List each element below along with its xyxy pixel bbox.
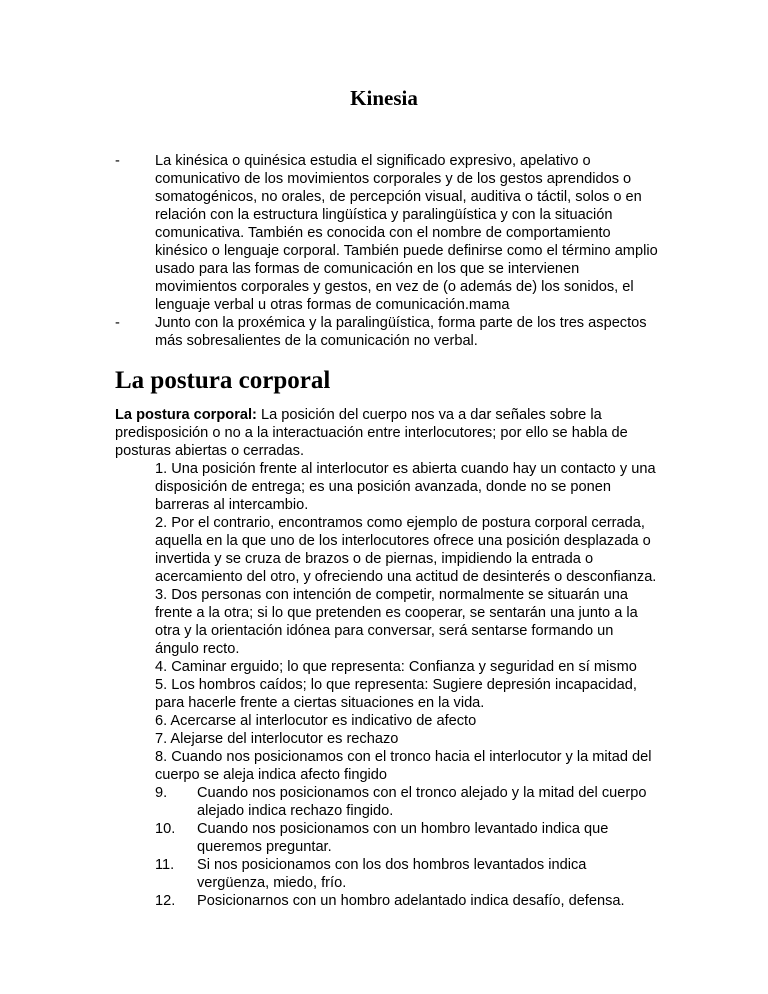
item-number: 9. xyxy=(155,785,168,801)
item-text: Cuando nos posicionamos con el tronco alejado y la mitad del cuerpo alejado indica rechazo fingido. xyxy=(197,785,647,819)
posture-numbered-item xyxy=(155,820,660,856)
intro-item xyxy=(115,314,660,350)
document-title: Kinesia xyxy=(350,86,418,110)
item-text: Cuando nos posicionamos con un hombro levantado indica que queremos preguntar. xyxy=(197,821,609,855)
intro-list xyxy=(115,152,660,350)
posture-numbered-item xyxy=(155,784,660,820)
item-number: 10. xyxy=(155,821,176,837)
bullet-dash: - xyxy=(115,153,120,169)
posture-numbered-list xyxy=(115,784,660,910)
bullet-dash: - xyxy=(115,315,120,331)
posture-item: 3. Dos personas con intención de competir, normalmente se situarán una frente a la otra; si lo que pretenden es cooperar, se sentarán una junto a la otra y la orientación idónea para conversar, será sentarse formando un ángulo recto. xyxy=(155,587,638,657)
intro-item xyxy=(115,152,660,314)
section-body xyxy=(115,406,660,910)
section-lead-label: La postura corporal: xyxy=(115,407,257,423)
posture-item: 4. Caminar erguido; lo que representa: Confianza y seguridad en sí mismo xyxy=(155,659,637,675)
posture-item: 6. Acercarse al interlocutor es indicativo de afecto xyxy=(155,713,477,729)
posture-list xyxy=(115,460,660,784)
intro-item-text: Junto con la proxémica y la paralingüística, forma parte de los tres aspectos más sobresalientes de la comunicación no verbal. xyxy=(155,315,647,349)
section-lead-paragraph xyxy=(115,406,660,460)
posture-item: 7. Alejarse del interlocutor es rechazo xyxy=(155,731,399,747)
posture-numbered-item xyxy=(155,892,660,910)
item-text: Si nos posicionamos con los dos hombros levantados indica vergüenza, miedo, frío. xyxy=(197,857,587,891)
intro-item-text: La kinésica o quinésica estudia el significado expresivo, apelativo o comunicativo de los movimientos corporales y de los gestos aprendidos o somatogénicos, no orales, de percepción visual, auditiva o táctil, solos o en relación con la estructura lingüística y paralingüística y con la situación comunicativa. También es conocida con el nombre de comportamiento kinésico o lenguaje corporal. También puede definirse como el término amplio usado para las formas de comunicación en los que se intervienen movimientos corporales y gestos, en vez de (o además de) los sonidos, el lenguaje verbal u otras formas de comunicación.mama xyxy=(155,153,658,313)
section-lead-text: La posición del cuerpo nos va a dar señales sobre la predisposición o no a la interactuación entre interlocutores; por ello se habla de posturas abiertas o cerradas. xyxy=(115,407,628,459)
item-number: 11. xyxy=(155,857,175,873)
posture-item: 2. Por el contrario, encontramos como ejemplo de postura corporal cerrada, aquella en la que uno de los interlocutores ofrece una posición desplazada o invertida y se cruza de brazos o de piernas, impidiendo la entrada o acercamiento del otro, y ofreciendo una actitud de desinterés o desconfianza. xyxy=(155,515,657,585)
posture-item: 1. Una posición frente al interlocutor es abierta cuando hay un contacto y una disposición de entrega; es una posición avanzada, donde no se ponen barreras al intercambio. xyxy=(155,461,656,513)
posture-item: 8. Cuando nos posicionamos con el tronco hacia el interlocutor y la mitad del cuerpo se aleja indica afecto fingido xyxy=(155,749,652,783)
posture-numbered-item xyxy=(155,856,660,892)
section-heading: La postura corporal xyxy=(115,367,331,394)
posture-item: 5. Los hombros caídos; lo que representa: Sugiere depresión incapacidad, para hacerle frente a ciertas situaciones en la vida. xyxy=(155,677,637,711)
item-number: 12. xyxy=(155,893,176,909)
item-text: Posicionarnos con un hombro adelantado indica desafío, defensa. xyxy=(197,893,625,909)
